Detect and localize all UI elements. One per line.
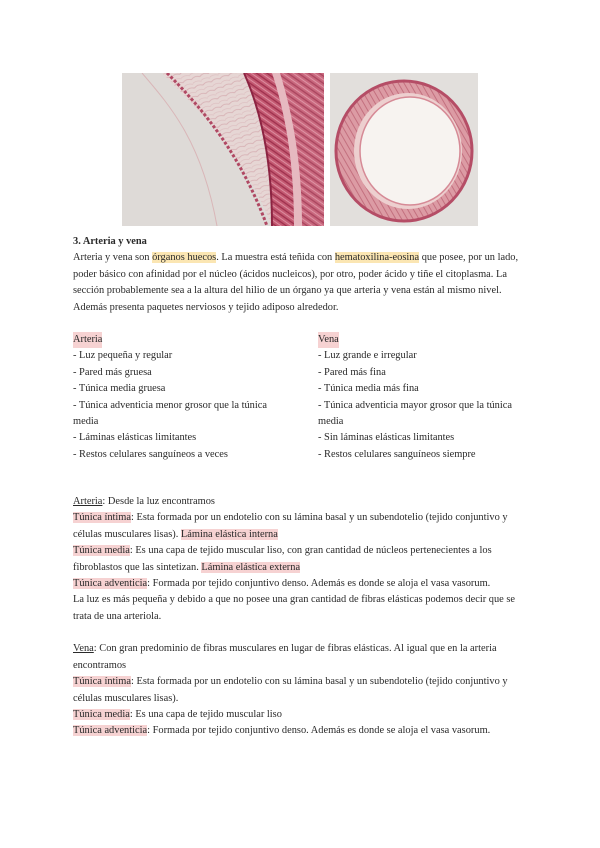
intro-text: . La muestra está teñida con [216,252,335,264]
lamina-elastica-externa: Lámina elástica externa [201,561,301,573]
list-item: - Pared más gruesa [73,366,152,378]
vena-column [318,332,518,463]
comparison-table [73,332,529,478]
artery-wall-image [122,73,324,226]
intro-paragraph [73,250,529,316]
micrograph-vessel-ring [330,73,478,226]
vena-intima [73,674,529,707]
arteria-intro-line [73,494,529,510]
arteria-media [73,543,529,576]
list-item: - Luz pequeña y regular [73,350,173,362]
arteria-intro-text: : Desde la luz encontramos [102,496,215,508]
intro-text: Arteria y vena son [73,252,153,264]
list-item: - Láminas elásticas limitantes [73,432,197,444]
list-item: - Túnica adventicia menor grosor que la túnica media [73,399,267,428]
list-item: - Restos celulares sanguíneos a veces [73,448,228,460]
tunica-media-label: Túnica media [73,708,130,720]
vena-label: Vena [73,643,94,655]
list-item: - Túnica media más fina [318,383,419,395]
list-item: - Túnica media gruesa [73,383,166,395]
lamina-elastica-interna: Lámina elástica interna [180,528,278,540]
tunica-intima-text: : Esta formada por un endotelio con su lámina basal y un subendotelio (tejido conjuntivo y células musculares lisas). [73,676,508,704]
vena-heading: Vena [318,332,339,348]
tunica-adventicia-label: Túnica adventicia [73,578,148,590]
document-body [73,234,529,740]
arteria-intima [73,510,529,543]
arteria-adventicia [73,576,529,592]
tunica-media-label: Túnica media [73,545,130,557]
vena-intro-line [73,641,529,674]
vena-intro-text: : Con gran predominio de fibras musculares en lugar de fibras elásticas. Al igual que en la arteria encontramos [73,643,497,671]
tunica-media-text: : Es una capa de tejido muscular liso, con gran cantidad de núcleos pertenecientes a los fibroblastos que las sintetizan. [73,545,492,573]
arteria-label: Arteria [73,496,103,508]
micrograph-artery-wall [122,73,324,226]
tunica-adventicia-text: : Formada por tejido conjuntivo denso. Además es donde se aloja el vasa vasorum. [147,725,491,737]
intro-text: que posee, por un lado, poder básico con afinidad por el núcleo (ácidos nucleicos), por otro, poder ácido y tiñe el citoplasma. La sección probablemente sea a la altura del hilio de un órgano ya que arteria y vena están al mismo nivel. Además presenta paquetes nerviosos y tejido adiposo alrededor. [73,252,519,313]
arteria-column [73,332,273,463]
vessel-ring-image [330,73,478,226]
tunica-intima-label: Túnica íntima [73,512,131,524]
figures-row [122,73,478,226]
list-item: - Sin láminas elásticas limitantes [318,432,455,444]
tunica-adventicia-label: Túnica adventicia [73,725,148,737]
tunica-intima-label: Túnica íntima [73,676,131,688]
vena-adventicia [73,723,529,739]
arteria-detail [73,494,529,625]
list-item: - Luz grande e irregular [318,350,417,362]
section-title: 3. Arteria y vena [73,236,147,247]
highlight-organos-huecos: órganos huecos [152,252,217,264]
list-item: - Túnica adventicia mayor grosor que la túnica media [318,399,512,428]
list-item: - Pared más fina [318,366,386,378]
list-item: - Restos celulares sanguíneos siempre [318,448,476,460]
arteria-conclusion: La luz es más pequeña y debido a que no posee una gran cantidad de fibras elásticas podemos decir que se trata de una arteriola. [73,594,516,622]
vena-media [73,707,529,723]
vena-detail [73,641,529,739]
arteria-heading: Arteria [73,332,102,348]
tunica-adventicia-text: : Formada por tejido conjuntivo denso. Además es donde se aloja el vasa vasorum. [147,578,491,590]
tunica-intima-text: : Esta formada por un endotelio con su lámina basal y un subendotelio (tejido conjuntivo y células musculares lisas). [73,512,508,540]
tunica-media-text: : Es una capa de tejido muscular liso [129,708,282,720]
highlight-hematoxilina-eosina: hematoxilina-eosina [334,252,420,264]
